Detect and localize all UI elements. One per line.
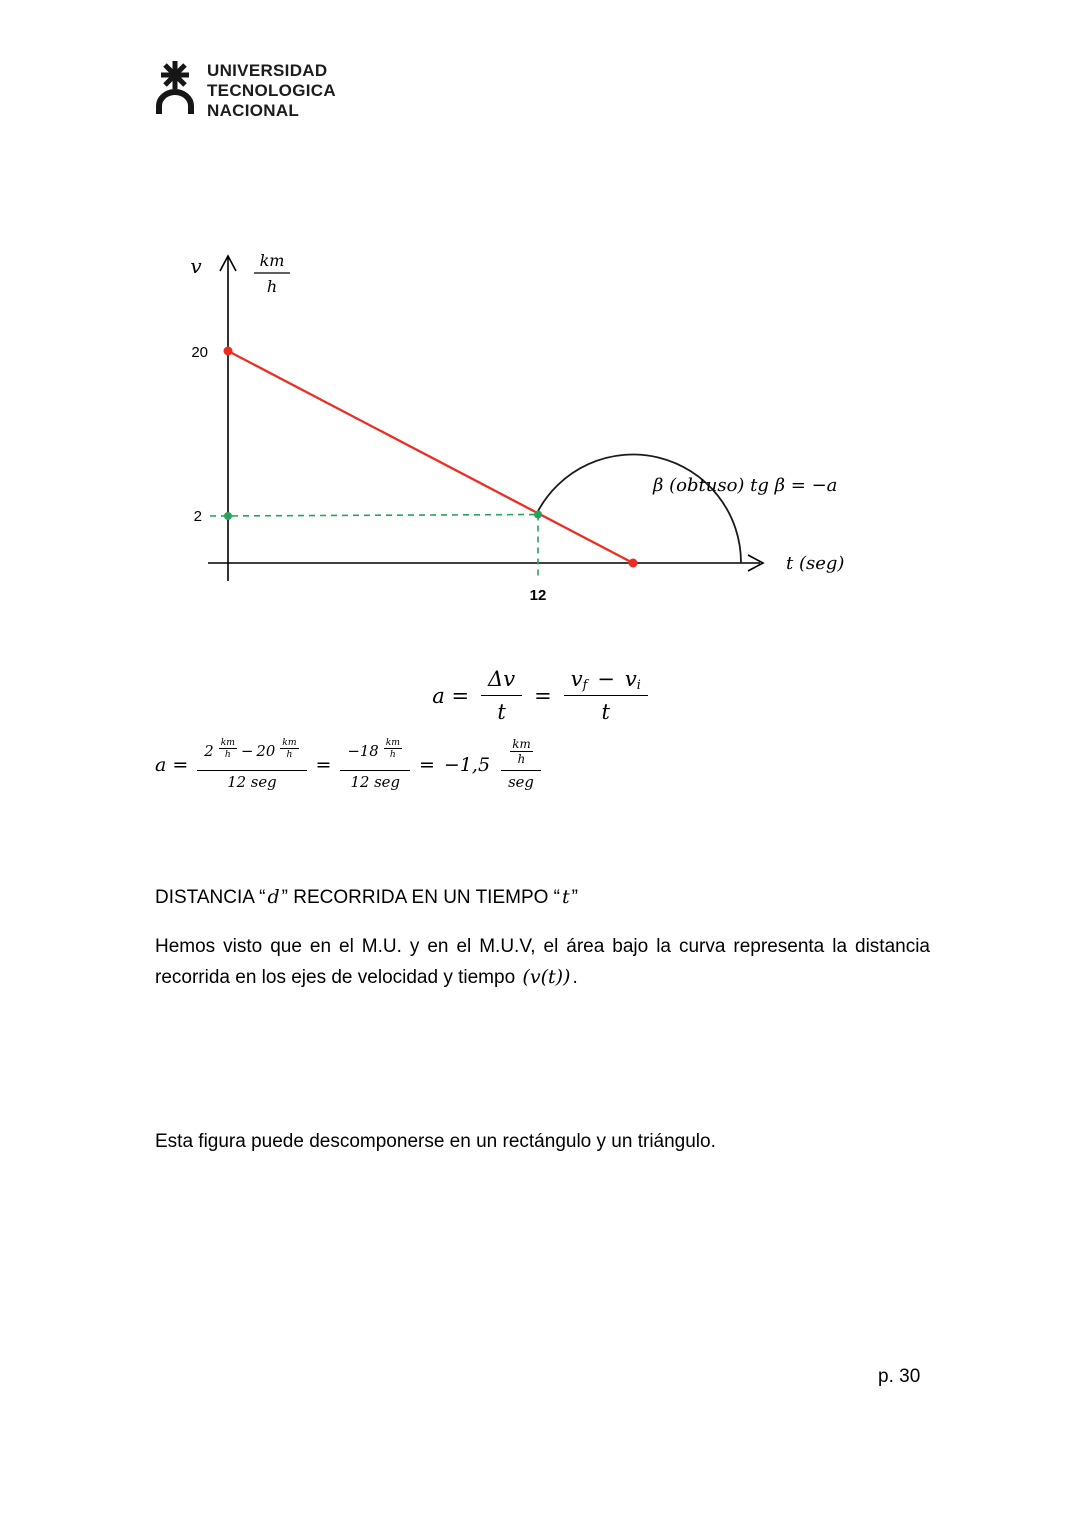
fn-result-coef: −1,5 xyxy=(443,754,491,777)
fn-frac2-num xyxy=(340,738,410,771)
section-heading xyxy=(155,886,578,909)
fg-frac-vf-vi xyxy=(564,666,648,726)
fg-equals: = xyxy=(534,683,552,708)
logo-line-3: NACIONAL xyxy=(207,101,300,120)
fg-num-dv: Δv xyxy=(481,666,522,696)
guide-horizontal-dashed-line xyxy=(210,515,538,517)
fg-den-t2: t xyxy=(601,700,610,725)
logo-line-2: TECNOLOGICA xyxy=(207,81,336,100)
fn-frac1-den: 12 seg xyxy=(227,773,277,791)
para1-math-vt: (v(t)) xyxy=(522,966,571,988)
y-unit-denominator-label: h xyxy=(266,277,278,296)
para1-text: Hemos visto que en el M.U. y en el M.U.V, el área bajo la curva representa la distancia recorrida en los ejes de velocidad y tiempo xyxy=(155,936,930,988)
paragraph-area-under-curve xyxy=(155,931,930,993)
fn-frac-1 xyxy=(197,738,306,792)
y-tick-2-label: 2 xyxy=(193,508,202,525)
fg-frac-dv-t xyxy=(481,666,522,726)
fn-coef1: 2 xyxy=(204,743,214,761)
fg-lhs: a = xyxy=(432,683,470,708)
fn-result-unit-num xyxy=(501,738,540,771)
angle-arc xyxy=(537,454,741,563)
point-axis-v2 xyxy=(224,512,232,520)
fn-equals-2: = xyxy=(419,754,435,777)
heading-text-close: ” xyxy=(571,887,578,908)
paragraph-decomposition: Esta figura puede descomponerse en un rectángulo y un triángulo. xyxy=(155,1131,716,1152)
point-v2-t12 xyxy=(534,511,542,519)
fg-vf: v $_f$ xyxy=(570,667,588,692)
velocity-line xyxy=(228,351,633,563)
utn-logo xyxy=(152,58,336,121)
utn-logo-text xyxy=(207,58,336,121)
fg-num-vf-vi xyxy=(564,666,648,696)
fn-lhs: a = xyxy=(155,754,189,777)
fn-unit-km-h-1: km h xyxy=(220,737,235,761)
formula-acceleration-numeric xyxy=(155,738,541,792)
fn-result-unit-den: seg xyxy=(508,773,534,791)
fg-vi: v $_i$ xyxy=(624,667,641,692)
utn-logo-icon xyxy=(152,58,198,116)
fn-frac2-den: 12 seg xyxy=(350,773,400,791)
heading-var-t: t xyxy=(562,886,570,908)
fn-unit-km-h-3: km h xyxy=(385,737,400,761)
fn-minus: − xyxy=(241,743,254,761)
fn-result-unit-fraction xyxy=(501,738,541,792)
x-tick-12-label: 12 xyxy=(529,587,547,604)
fn-coef2: 20 xyxy=(256,743,276,761)
fn-equals-1: = xyxy=(315,754,332,777)
heading-var-d: d xyxy=(267,886,280,908)
x-axis-label: t (seg) xyxy=(786,553,845,574)
fg-den-t1: t xyxy=(497,700,506,725)
fn-frac-2 xyxy=(340,738,410,792)
heading-text-mid: ” RECORRIDA EN UN TIEMPO “ xyxy=(281,887,561,908)
fg-minus: − xyxy=(597,667,615,691)
page-number: p. 30 xyxy=(878,1366,921,1387)
y-tick-20-label: 20 xyxy=(191,344,208,361)
velocity-time-figure xyxy=(150,225,890,625)
para1-period: . xyxy=(572,967,578,988)
point-v20 xyxy=(224,347,233,356)
y-axis-var-label: v xyxy=(190,254,202,278)
formula-acceleration-general xyxy=(0,666,1080,726)
heading-text-pre: DISTANCIA “ xyxy=(155,887,266,908)
angle-annotation-label: β (obtuso) tg β = −a xyxy=(653,475,838,496)
velocity-time-graph-svg xyxy=(150,225,890,625)
y-unit-numerator-label: km xyxy=(259,251,285,270)
fn-frac1-num xyxy=(197,738,306,771)
logo-line-1: UNIVERSIDAD xyxy=(207,61,328,80)
fn-unit-km-h-2: km h xyxy=(282,737,297,761)
fn-coef3: −18 xyxy=(347,743,379,761)
point-v0 xyxy=(629,559,638,568)
fn-unit-km-h-4: km h xyxy=(512,737,531,767)
